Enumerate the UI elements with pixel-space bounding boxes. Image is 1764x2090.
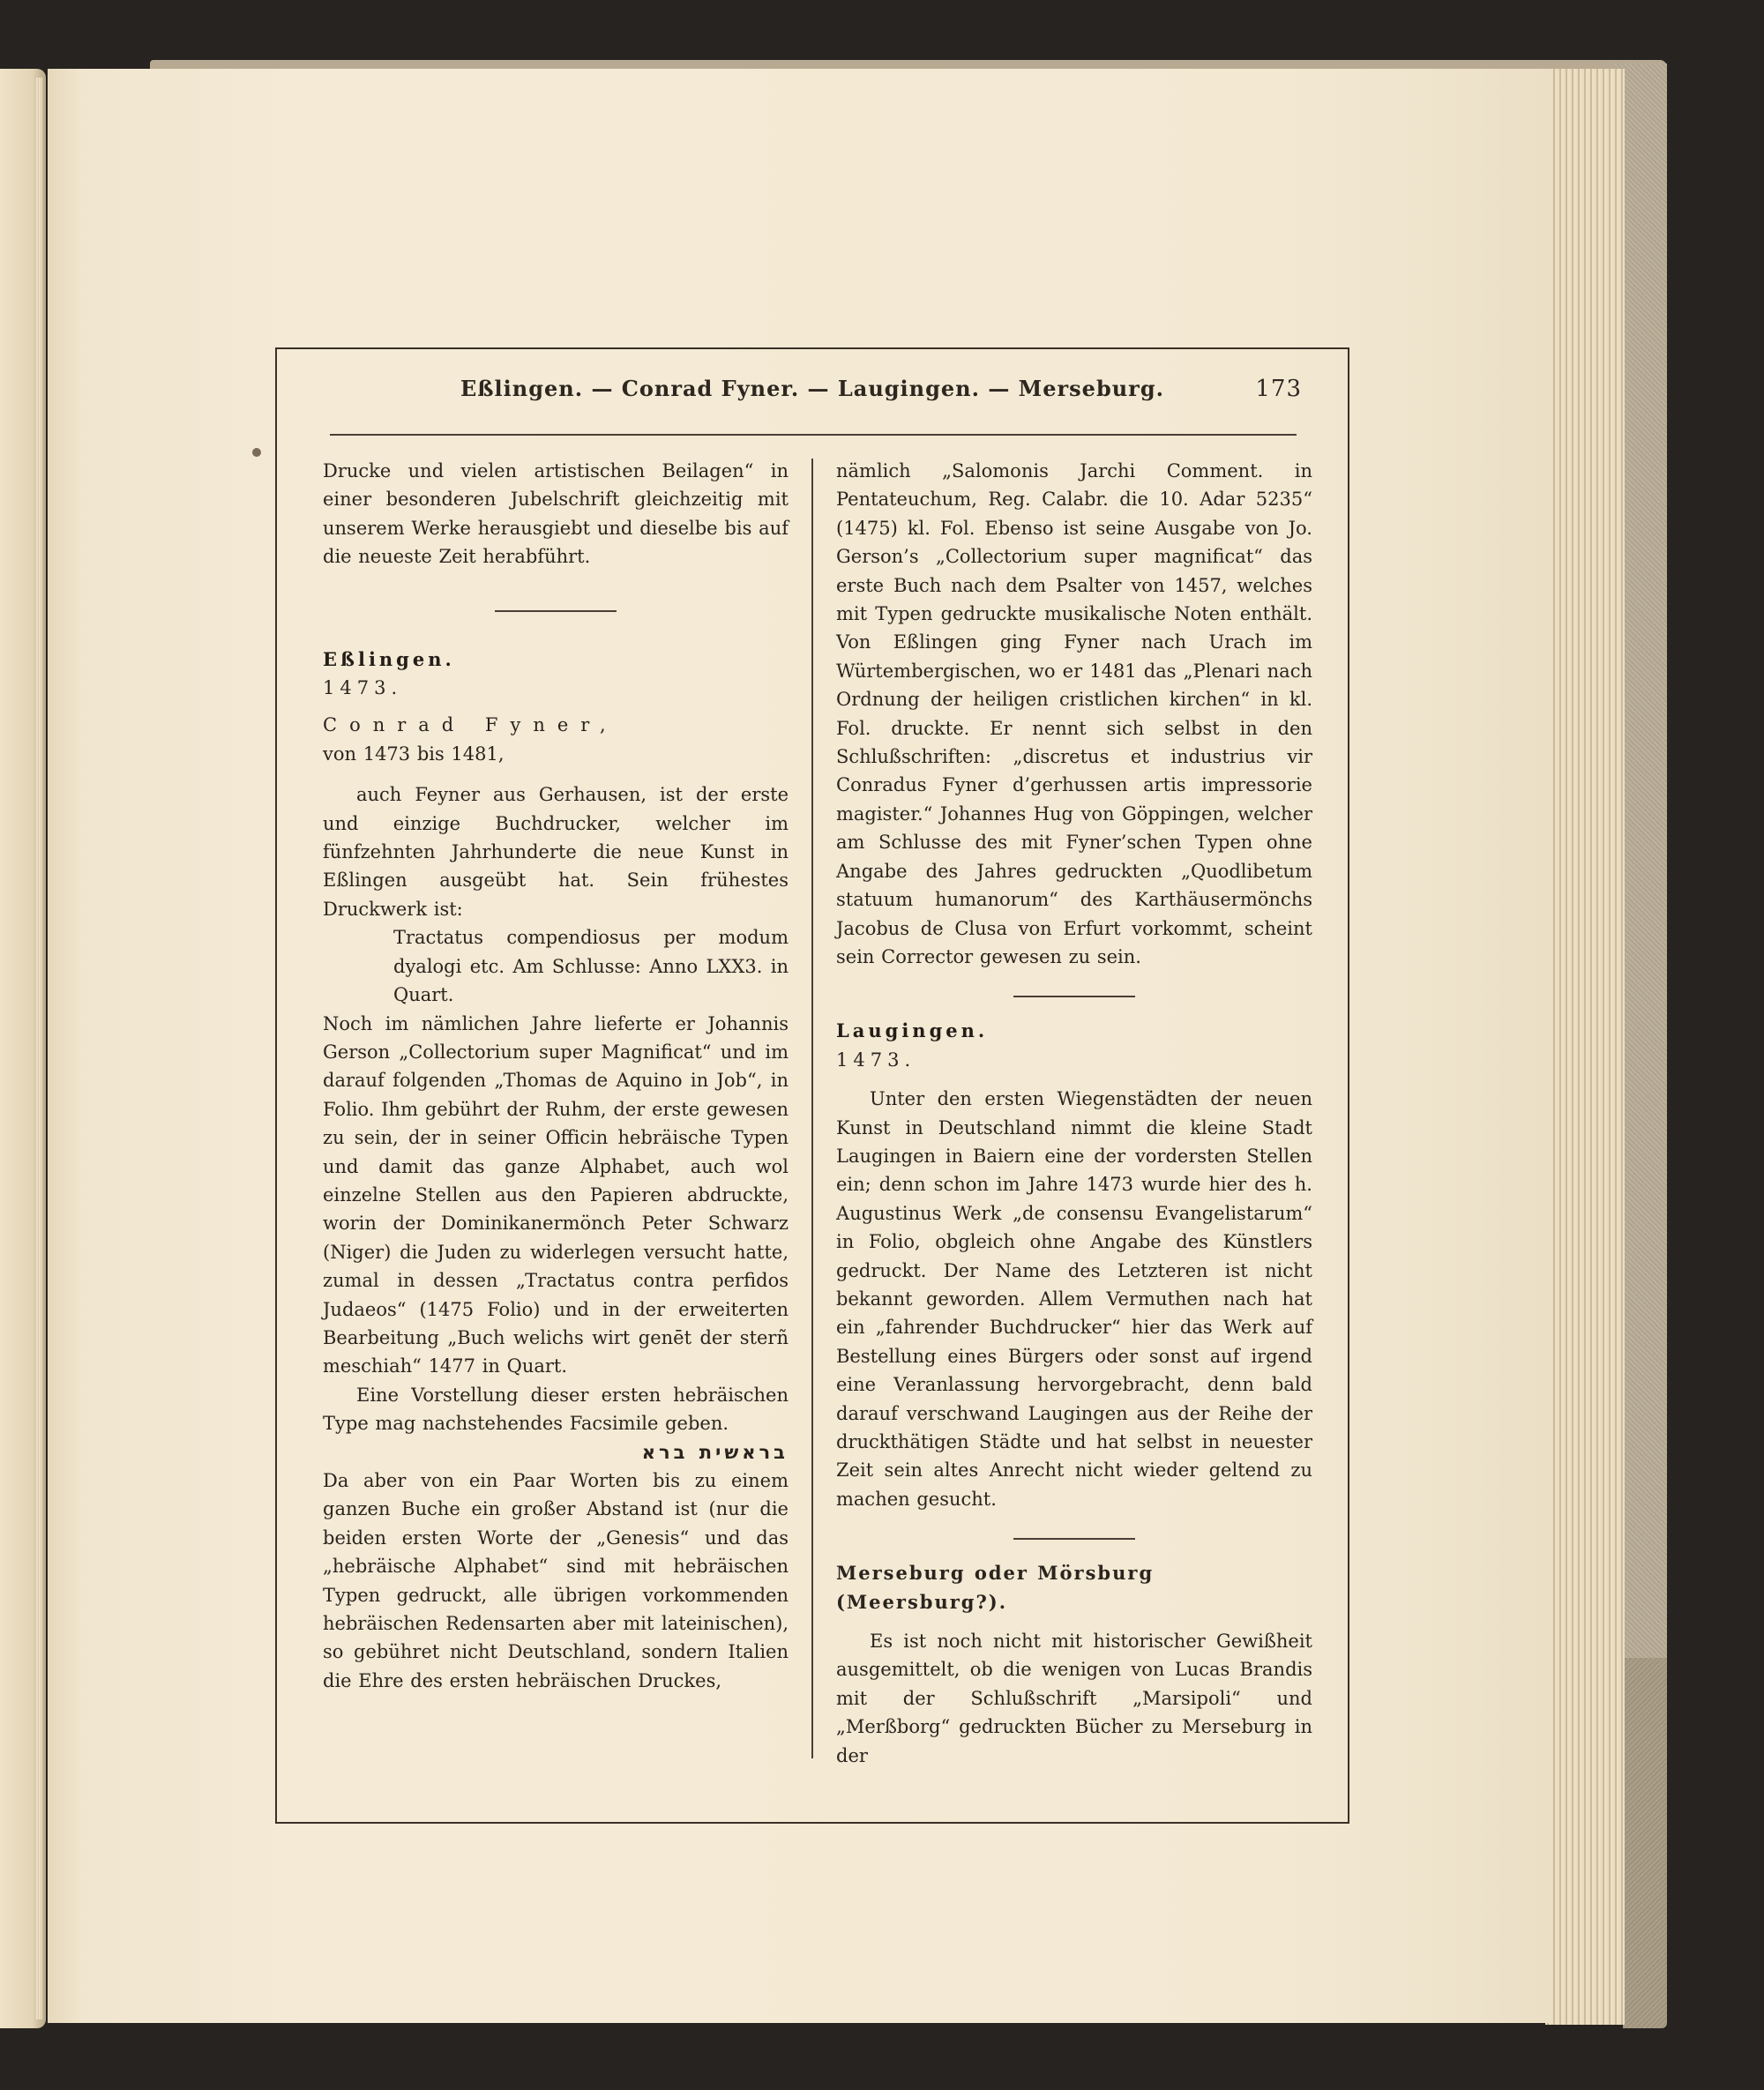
- header-rule: [330, 434, 1297, 436]
- left-page-lines: [35, 78, 42, 2019]
- right-paragraph-3: Es ist noch nicht mit historischer Gewißheit ausgemittelt, ob die wenigen von Lucas Brandis mit der Schlußschrift „Marsipoli“ und „Merßborg“ gedruckten Bücher zu Merseburg in der: [836, 1631, 1312, 1766]
- hebrew-facsimile: [323, 1438, 789, 1467]
- cloth-corner: [1623, 1658, 1667, 2028]
- left-paragraph-1: auch Feyner aus Gerhausen, ist der erste und einzige Buchdrucker, welcher im fünfzehnten Jahrhunderte die neue Kunst in Eßlingen ausgeübt hat. Sein frühestes Druckwerk ist:: [323, 784, 789, 920]
- text-frame: [275, 347, 1349, 1824]
- right-column: [836, 457, 1312, 1770]
- running-head: [277, 376, 1348, 411]
- left-paragraph-3: Eine Vorstellung dieser ersten hebräischen Type mag nachstehendes Facsimile geben.: [323, 1384, 789, 1435]
- printer-name: Conrad Fyner,: [323, 714, 618, 736]
- section-title-merseburg-alt: (Meersburg?).: [836, 1590, 1008, 1613]
- book-page: [48, 69, 1552, 2023]
- printer-years: von 1473 bis 1481,: [323, 743, 505, 765]
- page-number: 173: [1255, 376, 1302, 402]
- section-title-laugingen: Laugingen.: [836, 1019, 989, 1042]
- hebrew-facsimile-text: בראשית ברא: [641, 1441, 789, 1463]
- right-paragraph-2: Unter den ersten Wiegenstädten der neuen Kunst in Deutschland nimmt die kleine Stadt Laugingen in Baiern eine der vordersten Stellen ein; denn schon im Jahre 1473 wurde hier des h. Augustinus Werk „de consensu Evangelistarum“ in Folio, obgleich ohne Angabe des Künstlers gedruckt. Der Name des Letzteren ist nicht bekannt geworden. Allem Vermuthen nach hat ein „fahrender Buchdrucker“ hier das Werk auf Bestellung eines Bürgers oder sonst auf irgend eine Veranlassung hervorgebracht, denn bald darauf verschwand Laugingen aus der Reihe der druckthätigen Städte und hat selbst in neuester Zeit sein altes Anrecht nicht wieder geltend zu machen gesucht.: [836, 1088, 1312, 1510]
- left-paragraph-2: Noch im nämlichen Jahre lieferte er Johannis Gerson „Collectorium super Magnificat“ und im darauf folgenden „Thomas de Aquino in Job“, in Folio. Ihm gebührt der Ruhm, der erste gewesen zu sein, der in seiner Officin hebräische Typen und damit das ganze Alphabet, auch wol einzelne Stellen aus den Papieren abdruckte, worin der Dominikanermönch Peter Schwarz (Niger) die Juden zu widerlegen versucht hatte, zumal in dessen „Tractatus contra perfidos Judaeos“ (1475 Folio) und in der erweiterten Bearbeitung „Buch welichs wirt genēt der sterñ meschiah“ 1477 in Quart.: [323, 1012, 789, 1377]
- section-year-esslingen: 1473.: [323, 677, 403, 699]
- right-paragraph-1: nämlich „Salomonis Jarchi Comment. in Pentateuchum, Reg. Calabr. die 10. Adar 5235“ (1475) kl. Fol. Ebenso ist seine Ausgabe von Jo. Gerson’s „Collectorium super magnificat“ das erste Buch nach dem Psalter von 1457, welches mit Typen gedruckte musikalische Noten enthält. Von Eßlingen ging Fyner nach Urach im Würtembergischen, wo er 1481 das „Plenari nach Ordnung der heiligen cristlichen kirchen“ in kl. Fol. druckte. Er nennt sich selbst in den Schlußschriften: „discretus et industrius vir Conradus Fyner d’gerhussen artis impressorie magister.“ Johannes Hug von Göppingen, welcher am Schlusse des mit Fyner’schen Typen ohne Angabe des Jahres gedruckten „Quodlibetum statuum humanorum“ des Karthäusermönchs Jacobus de Clusa von Erfurt vorkommt, scheint sein Corrector gewesen zu sein.: [836, 460, 1312, 967]
- page-stack-edge: [1545, 69, 1625, 2025]
- column-divider: [811, 459, 813, 1758]
- left-intro-paragraph: Drucke und vielen artistischen Beilagen“ in einer besonderen Jubelschrift gleichzeitig mit unserem Werke herausgiebt und dieselbe bis auf die neueste Zeit herabführt.: [323, 460, 789, 568]
- page-mark: [252, 448, 261, 457]
- work-citation: Tractatus compendiosus per modum dyalogi etc. Am Schlusse: Anno LXX3. in Quart.: [393, 927, 789, 1006]
- section-year-laugingen: 1473.: [836, 1049, 916, 1071]
- left-page-edge: [0, 69, 46, 2028]
- left-paragraph-4: Da aber von ein Paar Worten bis zu einem ganzen Buche ein großer Abstand ist (nur die beiden ersten Worte der „Genesis“ und das „hebräische Alphabet“ sind mit hebräischen Typen gedruckt, alle übrigen vorkommenden hebräischen Redensarten aber mit lateinischen), so gebühret nicht Deutschland, sondern Italien die Ehre des ersten hebräischen Druckes,: [323, 1470, 789, 1691]
- running-head-title: Eßlingen. — Conrad Fyner. — Laugingen. — Merseburg.: [460, 376, 1164, 401]
- left-column: [323, 457, 789, 1695]
- section-title-merseburg: Merseburg oder Mörsburg: [836, 1562, 1155, 1585]
- section-title-esslingen: Eßlingen.: [323, 647, 455, 670]
